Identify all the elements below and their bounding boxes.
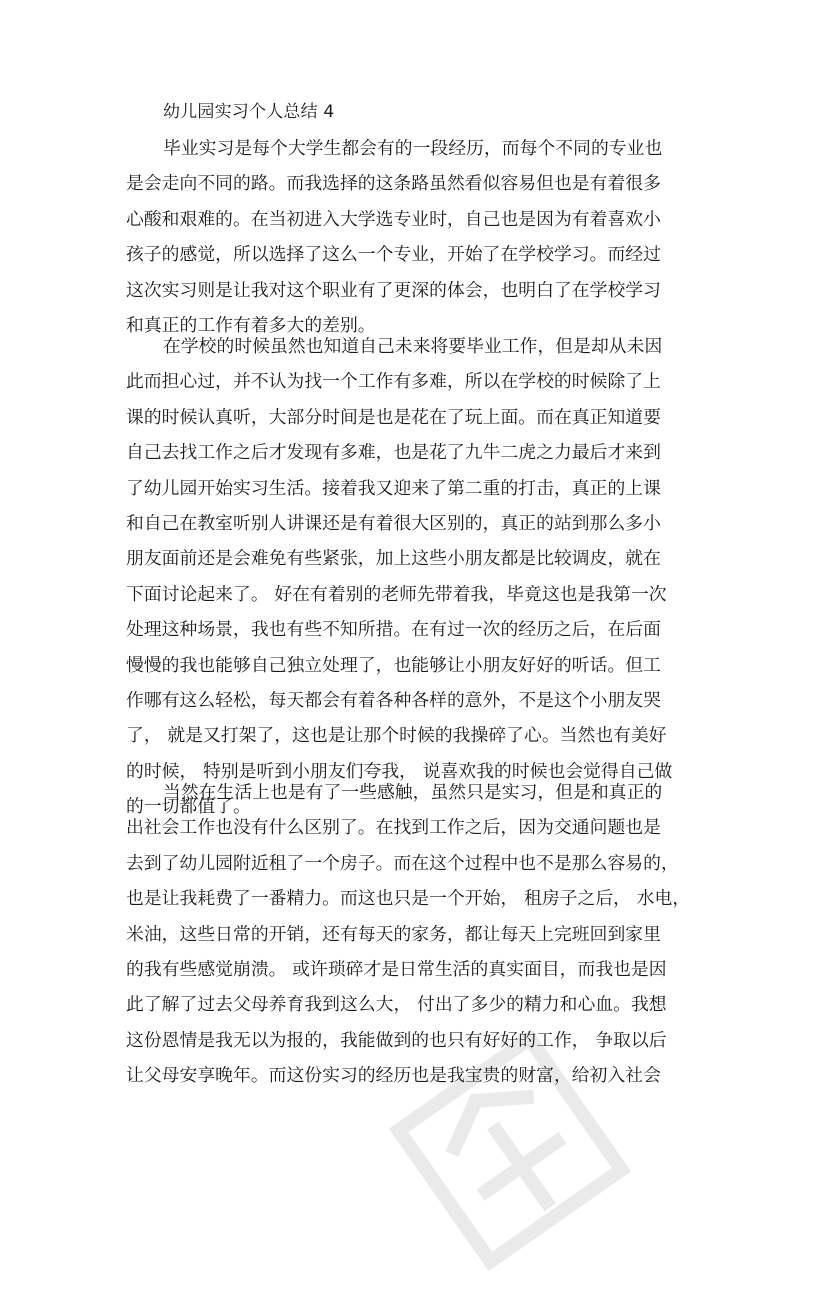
paragraph-line: 下面讨论起来了。 好在有着别的老师先带着我，毕竟这也是我第一次 [126, 583, 667, 605]
paragraph-line: 心酸和艰难的。在当初进入大学选专业时，自己也是因为有着喜欢小 [126, 208, 661, 230]
paragraph-line: 此了解了过去父母养育我到这么大， 付出了多少的精力和心血。我想 [126, 994, 667, 1016]
paragraph-line: 了， 就是又打架了，这也是让那个时候的我操碎了心。当然也有美好 [126, 725, 667, 747]
paragraph-line: 米油，这些日常的开销，还有每天的家务，都让每天上完班回到家里 [126, 923, 661, 945]
paragraph-line: 处理这种场景，我也有些不知所措。在有过一次的经历之后，在后面 [126, 619, 661, 641]
paragraph-line: 课的时候认真听，大部分时间是也是花在了玩上面。而在真正知道要 [126, 406, 661, 428]
paragraph-line: 的一切都值了。 [126, 796, 251, 818]
paragraph-2 [126, 329, 726, 824]
paragraph-line: 的我有些感觉崩溃。 或许琐碎才是日常生活的真实面目，而我也是因 [126, 958, 667, 980]
paragraph-line: 去到了幼儿园附近租了一个房子。而在这个过程中也不是那么容易的， [126, 852, 679, 874]
paragraph-line: 毕业实习是每个大学生都会有的一段经历，而每个不同的专业也 [163, 138, 663, 159]
paragraph-line: 自己去找工作之后才发现有多难，也是花了九牛二虎之力最后才来到 [126, 442, 661, 464]
paragraph-line: 在学校的时候虽然也知道自己未来将要毕业工作，但是却从未因 [163, 336, 663, 357]
paragraph-line: 的时候， 特别是听到小朋友们夸我， 说喜欢我的时候也会觉得自己做 [126, 760, 673, 782]
paragraph-line: 了幼儿园开始实习生活。接着我又迎来了第二重的打击，真正的上课 [126, 477, 661, 499]
paragraph-line: 当然在生活上也是有了一些感触，虽然只是实习，但是和真正的 [163, 782, 663, 803]
paragraph-line: 慢慢的我也能够自己独立处理了，也能够让小朋友好好的听话。但工 [126, 654, 661, 676]
paragraph-line: 让父母安享晚年。而这份实习的经历也是我宝贵的财富，给初入社会 [126, 1065, 661, 1087]
paragraph-line: 这份恩情是我无以为报的，我能做到的也只有好好的工作， 争取以后 [126, 1029, 667, 1051]
paragraph-line: 作哪有这么轻松，每天都会有着各种各样的意外，不是这个小朋友哭 [126, 689, 661, 711]
paragraph-line: 和自己在教室听别人讲课还是有着很大区别的，真正的站到那么多小 [126, 512, 661, 534]
paragraph-line: 也是让我耗费了一番精力。而这也只是一个开始， 租房子之后， 水电， [126, 888, 691, 910]
paragraph-line: 是会走向不同的路。而我选择的这条路虽然看似容易但也是有着很多 [126, 173, 661, 195]
paragraph-line: 朋友面前还是会难免有些紧张，加上这些小朋友都是比较调皮，就在 [126, 548, 661, 570]
paragraph-line: 这次实习则是让我对这个职业有了更深的体会，也明白了在学校学习 [126, 279, 661, 301]
paragraph-3 [126, 775, 726, 1094]
paragraph-line: 孩子的感觉，所以选择了这么一个专业，开始了在学校学习。而经过 [126, 244, 661, 266]
document-title: 幼儿园实习个人总结 4 [163, 102, 335, 122]
paragraph-line: 和真正的工作有着多大的差别。 [126, 314, 376, 336]
paragraph-line: 此而担心过，并不认为找一个工作有多难，所以在学校的时候除了上 [126, 371, 661, 393]
paragraph-line: 出社会工作也没有什么区别了。在找到工作之后，因为交通问题也是 [126, 817, 661, 839]
paragraph-1 [126, 131, 726, 343]
